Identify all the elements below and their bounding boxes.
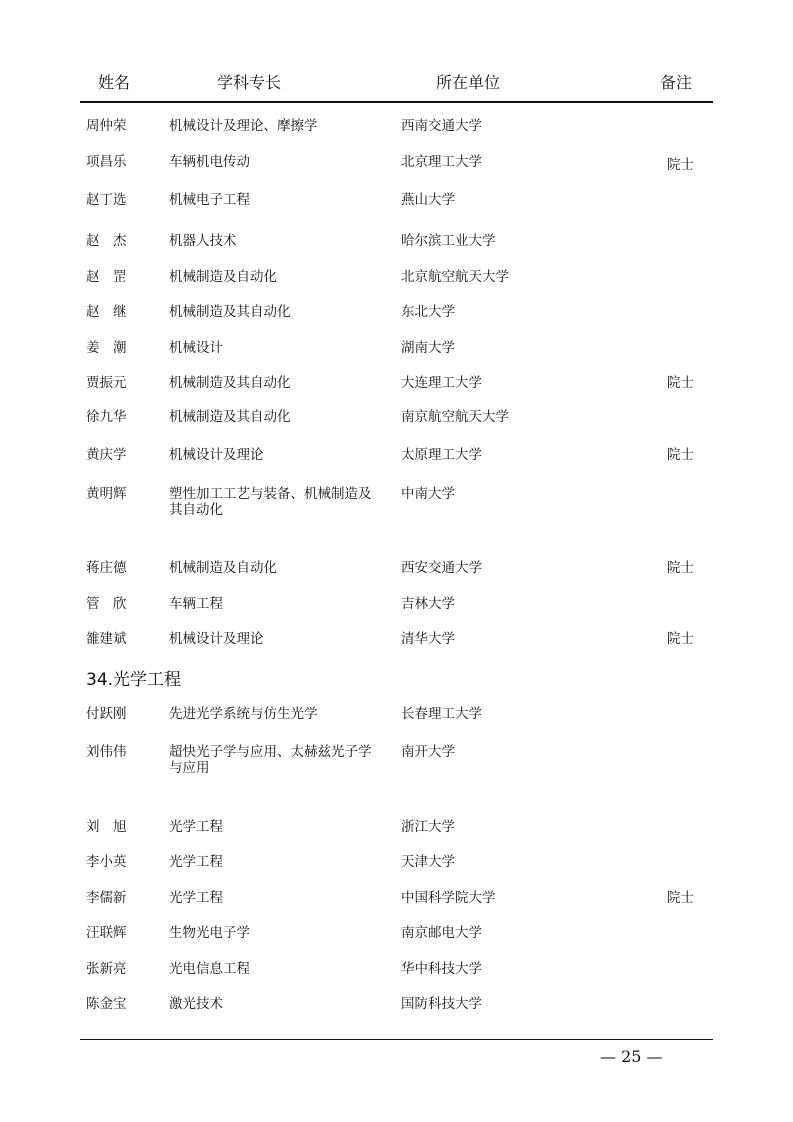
expert-subject: 机械制造及其自动化 (169, 375, 291, 391)
expert-name: 刘 旭 (86, 819, 127, 835)
expert-note: 院士 (667, 631, 694, 647)
expert-name: 陈金宝 (86, 996, 127, 1012)
header-unit: 所在单位 (436, 73, 501, 92)
header-name: 姓名 (98, 73, 131, 92)
expert-name: 李小英 (86, 854, 127, 870)
expert-note: 院士 (667, 890, 694, 906)
expert-note: 院士 (667, 447, 694, 463)
footer-rule (80, 1039, 713, 1040)
expert-name: 管 欣 (86, 596, 127, 612)
expert-name: 赵 罡 (86, 269, 127, 285)
expert-unit: 中南大学 (401, 486, 455, 502)
expert-unit: 天津大学 (401, 854, 455, 870)
expert-note: 院士 (667, 157, 694, 173)
expert-unit: 南京航空航天大学 (401, 409, 509, 425)
expert-subject: 机械制造及其自动化 (169, 409, 291, 425)
expert-unit: 西南交通大学 (401, 118, 482, 134)
expert-unit: 大连理工大学 (401, 375, 482, 391)
expert-unit: 西安交通大学 (401, 560, 482, 576)
expert-subject: 机械制造及自动化 (169, 560, 277, 576)
expert-unit: 哈尔滨工业大学 (401, 233, 496, 249)
header-note: 备注 (660, 73, 693, 92)
expert-unit: 南京邮电大学 (401, 925, 482, 941)
expert-subject: 机器人技术 (169, 233, 237, 249)
expert-name: 黄明辉 (86, 486, 127, 502)
expert-name: 汪联辉 (86, 925, 127, 941)
expert-unit: 太原理工大学 (401, 447, 482, 463)
page-number: — 25 — (600, 1047, 663, 1066)
expert-unit: 浙江大学 (401, 819, 455, 835)
expert-subject: 光学工程 (169, 890, 223, 906)
expert-subject: 超快光子学与应用、太赫兹光子学与应用 (169, 744, 372, 776)
expert-name: 赵 杰 (86, 233, 127, 249)
expert-subject: 生物光电子学 (169, 925, 250, 941)
expert-name: 贾振元 (86, 375, 127, 391)
expert-note: 院士 (667, 375, 694, 391)
expert-subject: 机械设计及理论 (169, 631, 264, 647)
expert-unit: 燕山大学 (401, 192, 455, 208)
expert-subject: 机械设计 (169, 340, 223, 356)
expert-unit: 中国科学院大学 (401, 890, 496, 906)
expert-name: 徐九华 (86, 409, 127, 425)
expert-name: 周仲荣 (86, 118, 127, 134)
expert-subject: 先进光学系统与仿生光学 (169, 706, 318, 722)
expert-name: 刘伟伟 (86, 744, 127, 760)
expert-unit: 华中科技大学 (401, 961, 482, 977)
expert-subject: 激光技术 (169, 996, 223, 1012)
expert-unit: 湖南大学 (401, 340, 455, 356)
expert-name: 蒋庄德 (86, 560, 127, 576)
expert-subject: 光电信息工程 (169, 961, 250, 977)
expert-unit: 吉林大学 (401, 596, 455, 612)
expert-unit: 东北大学 (401, 304, 455, 320)
expert-unit: 长春理工大学 (401, 706, 482, 722)
expert-name: 李儒新 (86, 890, 127, 906)
expert-name: 赵丁选 (86, 192, 127, 208)
expert-unit: 南开大学 (401, 744, 455, 760)
expert-subject: 机械设计及理论 (169, 447, 264, 463)
expert-subject: 机械制造及自动化 (169, 269, 277, 285)
expert-subject: 机械电子工程 (169, 192, 250, 208)
expert-name: 张新亮 (86, 961, 127, 977)
expert-subject: 车辆工程 (169, 596, 223, 612)
expert-name: 黄庆学 (86, 447, 127, 463)
expert-subject: 车辆机电传动 (169, 154, 250, 170)
expert-unit: 清华大学 (401, 631, 455, 647)
expert-unit: 北京航空航天大学 (401, 269, 509, 285)
expert-subject: 机械设计及理论、摩擦学 (169, 118, 318, 134)
expert-unit: 北京理工大学 (401, 154, 482, 170)
expert-unit: 国防科技大学 (401, 996, 482, 1012)
expert-name: 雒建斌 (86, 631, 127, 647)
table-header (80, 66, 713, 100)
expert-name: 姜 潮 (86, 340, 127, 356)
expert-name: 项昌乐 (86, 154, 127, 170)
header-rule (80, 101, 713, 103)
header-subject: 学科专长 (217, 73, 282, 92)
expert-name: 赵 继 (86, 304, 127, 320)
section-title: 34.光学工程 (86, 670, 182, 690)
expert-subject: 塑性加工工艺与装备、机械制造及其自动化 (169, 486, 372, 518)
expert-subject: 光学工程 (169, 854, 223, 870)
expert-name: 付跃刚 (86, 706, 127, 722)
expert-subject: 机械制造及其自动化 (169, 304, 291, 320)
expert-note: 院士 (667, 560, 694, 576)
expert-subject: 光学工程 (169, 819, 223, 835)
